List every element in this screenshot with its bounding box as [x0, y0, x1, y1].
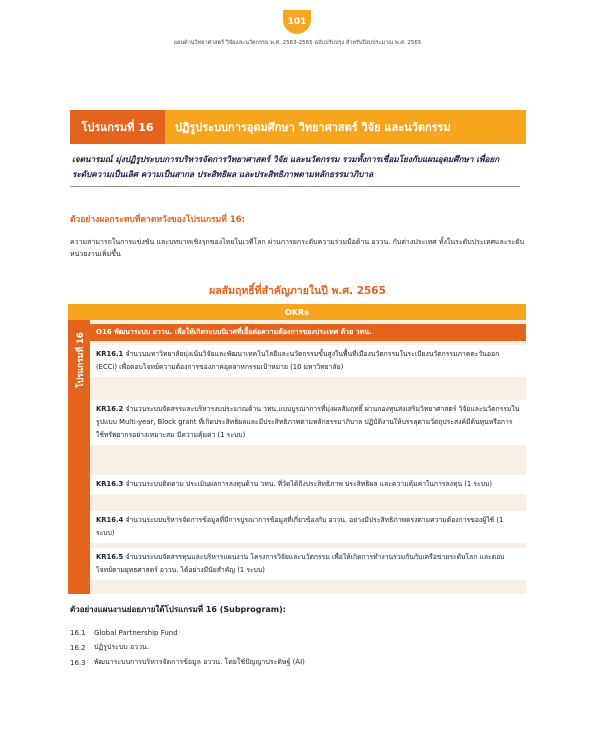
list-item-number: 16.3: [70, 658, 86, 667]
okr-side-text: โปรแกรมที่ 16: [76, 332, 86, 388]
impact-heading: ตัวอย่างผลกระทบที่คาดหวังของโปรแกรมที่ 16:: [70, 215, 246, 225]
list-item-label: พัฒนาระบบการบริหารจัดการข้อมูล อววน. โดยใช้ปัญญาประดิษฐ์ (AI): [94, 658, 305, 666]
key-result-text: จำนวนมหาวิทยาลัยมุ่งเน้นวิจัยและพัฒนาเทคโนโลยีและนวัตกรรมขั้นสูงในพื้นที่เมืองนวัตกรรมในระเบียงนวัตกรรมภาคตะวันออก (ECCi) เพื่อตอบโจทย์ความต้องการของภาคอุตสาหกรรมเป้าหมาย (10 มหาวิทยาลัย): [96, 350, 500, 371]
list-item-label: Global Partnership Fund: [94, 628, 178, 637]
key-result-text: จำนวนระบบบริหารจัดการข้อมูลที่มีการบูรณาการข้อมูลที่เกี่ยวข้องกับ อววน. อย่างมีประสิทธิภาพตรงตามความต้องการของผู้ใช้ (1 ระบบ): [96, 516, 504, 537]
key-result-text: จำนวนระบบจัดสรรและบริหารงบประมาณด้าน วทน.แบบบูรณาการที่มุ่งผลสัมฤทธิ์ ผ่านกองทุนส่งเสริมวิทยาศาสตร์ วิจัยและนวัตกรรมในรูปแบบ Multi-year, Block grant ที่เกิดประสิทธิผลและมีประสิทธิภาพตามหลักธรรมาภิบาล ปฏิบัติงานให้บรรลุตามวัตถุประสงค์มีต้นทุนหรือการใช้ทรัพยากรอย่างเหมาะสม มีความคุ้มค่า (1 ระบบ): [96, 405, 520, 439]
vision-keyword: เจตนารมณ์: [72, 154, 113, 164]
okr-side-label: [68, 320, 90, 594]
key-result: [90, 400, 526, 445]
key-result: [90, 511, 526, 543]
key-result: [90, 345, 526, 377]
key-result-code: KR16.5: [96, 553, 124, 561]
key-result-text: จำนวนระบบจัดสรรทุนและบริหารแผนงาน โครงการวิจัยและนวัตกรรม เพื่อให้เกิดการทำงานร่วมกันกับเครือข่ายระดับโลก และตอบโจทย์ตามยุทธศาสตร์ อววน. ได้อย่างมีนัยสำคัญ (1 ระบบ): [96, 553, 505, 574]
list-item: [70, 640, 305, 655]
program-label: โปรแกรมที่ 16: [70, 110, 165, 144]
key-result: [90, 548, 526, 580]
vision-statement: [70, 148, 520, 187]
subprogram-list: [70, 625, 305, 670]
okr-header: OKRs: [68, 304, 526, 320]
list-item: [70, 655, 305, 670]
vision-text: มุ่งปฏิรูประบบการบริหารจัดการวิทยาศาสตร์ วิจัย และนวัตกรรม รวมทั้งการเชื่อมโยงกับแผนอุดมศึกษา เพื่อยกระดับความเป็นเลิศ ความเป็นสากล ประสิทธิผล และประสิทธิภาพตามหลักธรรมาภิบาล: [72, 154, 500, 179]
page-number: 101: [283, 10, 311, 34]
okr-section-title: ผลสัมฤทธิ์ที่สำคัญภายในปี พ.ศ. 2565: [209, 285, 386, 297]
key-result: [90, 475, 526, 494]
key-result-text: จำนวนระบบติดตาม ประเมินผลการลงทุนด้าน วทน. ที่วัดได้ถึงประสิทธิภาพ ประสิทธิผล และความคุ้มค่าในการลงทุน (1 ระบบ): [123, 480, 492, 488]
list-item-number: 16.1: [70, 628, 86, 637]
key-result-code: KR16.3: [96, 480, 124, 488]
key-result-code: KR16.2: [96, 405, 124, 413]
program-title: ปฏิรูประบบการอุดมศึกษา วิทยาศาสตร์ วิจัย และนวัตกรรม: [165, 110, 526, 144]
okr-objective: O16 พัฒนาระบบ อววน. เพื่อให้เกิดระบบนิเวศที่เอื้อต่อความต้องการของประเทศ ด้วย วทน.: [90, 324, 526, 341]
key-result-code: KR16.1: [96, 350, 124, 358]
key-result-code: KR16.4: [96, 516, 124, 524]
list-item-number: 16.2: [70, 643, 86, 652]
running-header: แผนด้านวิทยาศาสตร์ วิจัยและนวัตกรรม พ.ศ. 2563-2565 ฉบับปรับปรุง สำหรับปีงบประมาณ พ.ศ. 2565: [173, 40, 422, 46]
program-banner: [70, 110, 526, 144]
list-item: [70, 625, 305, 640]
impact-text: ความสามารถในการแข่งขัน และบทบาทเชิงรุกของไทยในเวทีโลก ผ่านการยกระดับความร่วมมือด้าน อววน. กับต่างประเทศ ทั้งในระดับประเทศและระดับหน่วยงานเพิ่มขึ้น: [70, 238, 525, 258]
subprogram-heading: ตัวอย่างแผนงานย่อยภายใต้โปรแกรมที่ 16 (Subprogram):: [70, 605, 286, 614]
list-item-label: ปฏิรูประบบ อววน.: [94, 643, 150, 651]
okr-table: [68, 304, 526, 594]
